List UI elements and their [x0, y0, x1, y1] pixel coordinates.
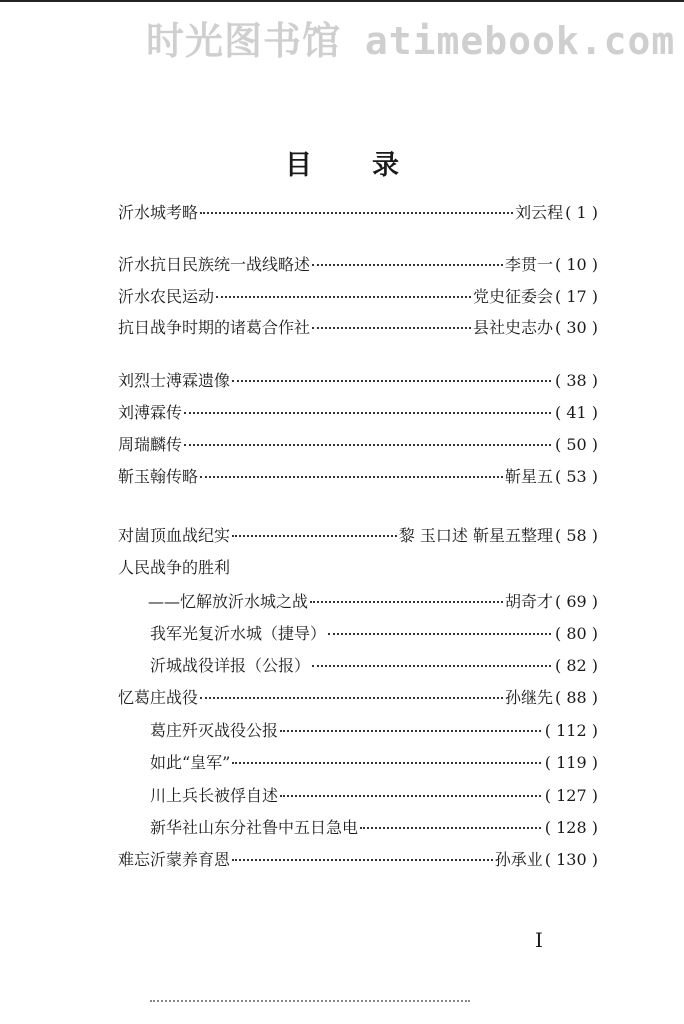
toc-entry-title: 周瑞麟传 — [118, 435, 183, 454]
page-number: I — [535, 928, 543, 952]
toc-entry-title: 川上兵长被俘自述 — [150, 786, 279, 805]
toc-entry-author: 孙继先 — [504, 688, 553, 707]
toc-entry[interactable] — [118, 287, 598, 307]
page-title: 目录 — [285, 150, 459, 181]
toc-entry-title: 抗日战争时期的诸葛合作社 — [118, 318, 311, 337]
toc-entry-page: ( 69 ) — [554, 592, 598, 611]
toc-entry-title: 沂水抗日民族统一战线略述 — [118, 255, 311, 274]
dot-leader — [310, 600, 503, 603]
toc-entry[interactable] — [118, 688, 598, 708]
toc-entry-author: 靳星五 — [504, 467, 553, 486]
dot-leader — [232, 761, 540, 764]
toc-entry-title: 葛庄歼灭战役公报 — [150, 721, 279, 740]
toc-entry-title: 对崮顶血战纪实 — [118, 526, 231, 545]
toc-entry[interactable] — [150, 721, 598, 741]
dot-leader — [232, 379, 551, 382]
toc-entry[interactable] — [118, 558, 598, 578]
toc-entry-page: ( 112 ) — [544, 721, 598, 740]
toc-entry[interactable] — [118, 435, 598, 455]
toc-entry-page: ( 38 ) — [554, 371, 598, 390]
toc-entry-title: 忆葛庄战役 — [118, 688, 199, 707]
toc-entry[interactable] — [118, 526, 598, 546]
toc-entry-page: ( 30 ) — [554, 318, 598, 337]
toc-entry-title: ——忆解放沂水城之战 — [148, 592, 309, 611]
dot-leader — [200, 696, 503, 699]
dot-leader — [184, 443, 551, 446]
toc-entry-page: ( 82 ) — [554, 656, 598, 675]
toc-entry-title: 新华社山东分社鲁中五日急电 — [150, 818, 359, 837]
toc-entry-page: ( 130 ) — [544, 850, 598, 869]
toc-entry-page: ( 53 ) — [554, 467, 598, 486]
toc-entry-title: 靳玉翰传略 — [118, 467, 199, 486]
toc-entry-title: 人民战争的胜利 — [118, 558, 231, 577]
dot-leader — [232, 858, 493, 861]
toc-entry-author: 胡奇才 — [504, 592, 553, 611]
toc-entry-page: ( 17 ) — [554, 287, 598, 306]
toc-entry-title: 沂水农民运动 — [118, 287, 215, 306]
toc-entry-page: ( 88 ) — [554, 688, 598, 707]
toc-entry-title: 沂水城考略 — [118, 203, 199, 222]
toc-entry-page: ( 119 ) — [544, 753, 598, 772]
toc-entry-page: ( 1 ) — [565, 203, 598, 222]
toc-entry-page: ( 128 ) — [544, 818, 598, 837]
toc-entry[interactable] — [150, 753, 598, 773]
dot-leader — [232, 534, 397, 537]
toc-entry[interactable] — [118, 255, 598, 275]
toc-entry-page: ( 10 ) — [554, 255, 598, 274]
toc-entry-title: 刘溥霖传 — [118, 403, 183, 422]
toc-entry[interactable] — [118, 371, 598, 391]
dot-leader — [216, 295, 471, 298]
toc-entry[interactable] — [150, 818, 598, 838]
toc-entry[interactable] — [150, 786, 598, 806]
toc-entry-author: 黎 玉口述 靳星五整理 — [398, 526, 553, 545]
toc-entry[interactable] — [118, 318, 598, 338]
dot-leader — [360, 826, 541, 829]
toc-entry-author: 刘云程 — [515, 203, 564, 222]
toc-entry[interactable] — [150, 656, 598, 676]
toc-entry-author: 党史征委会 — [472, 287, 553, 306]
dot-leader — [200, 475, 503, 478]
toc-entry-title: 难忘沂蒙养育恩 — [118, 850, 231, 869]
toc-entry-page: ( 58 ) — [554, 526, 598, 545]
toc-entry-title: 沂城战役详报（公报） — [150, 656, 311, 675]
toc-entry-title: 如此“皇军” — [150, 753, 231, 772]
toc-entry[interactable] — [150, 624, 598, 644]
toc-entry[interactable] — [118, 203, 598, 223]
toc-entry[interactable] — [118, 850, 598, 870]
toc-entry-page: ( 127 ) — [544, 786, 598, 805]
dot-leader — [312, 664, 551, 667]
dot-leader — [328, 632, 551, 635]
toc-entry-page: ( 41 ) — [554, 403, 598, 422]
dot-leader — [200, 211, 513, 214]
dot-leader — [184, 411, 551, 414]
toc-entry-title: 刘烈士溥霖遗像 — [118, 371, 231, 390]
dot-leader — [280, 794, 541, 797]
toc-entry-author: 孙承业 — [494, 850, 543, 869]
dot-leader — [280, 729, 541, 732]
dot-leader — [312, 326, 471, 329]
toc-entry-author: 李贯一 — [504, 255, 553, 274]
toc-entry-page: ( 80 ) — [554, 624, 598, 643]
scan-specks — [150, 996, 470, 1002]
toc-entry[interactable] — [148, 592, 598, 612]
toc-entry[interactable] — [118, 403, 598, 423]
dot-leader — [312, 263, 503, 266]
watermark: 时光图书馆 atimebook.com — [146, 19, 676, 63]
toc-entry[interactable] — [118, 467, 598, 487]
toc-entry-page: ( 50 ) — [554, 435, 598, 454]
toc-entry-title: 我军光复沂水城（捷导） — [150, 624, 327, 643]
toc-entry-author: 县社史志办 — [472, 318, 553, 337]
